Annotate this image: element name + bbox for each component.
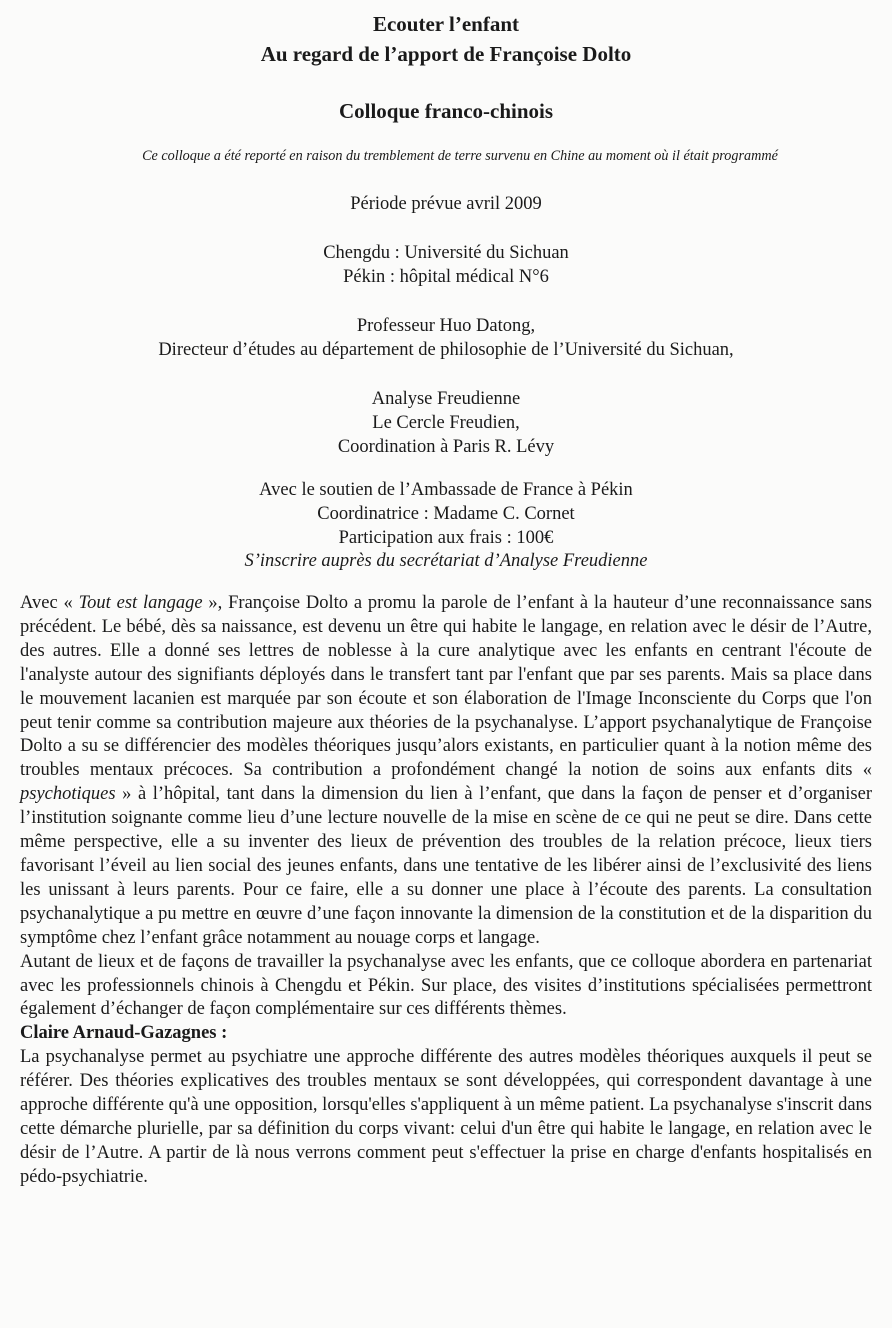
coordinator: Coordinatrice : Madame C. Cornet xyxy=(317,504,575,524)
venue-chengdu: Chengdu : Université du Sichuan xyxy=(323,243,569,263)
quote-psychotiques: psychotiques xyxy=(20,784,116,805)
paragraph-colloque: Autant de lieux et de façons de travailler la psychanalyse avec les enfants, que ce colloque abordera en partenariat avec les professionnels chinois à Chengdu et Pékin. Sur place, des visites d’institutions spécialisées permettront également d’échanger de façon complémentaire sur ces différents thèmes. xyxy=(20,951,872,1020)
period: Période prévue avril 2009 xyxy=(350,194,542,214)
text-run: » à l’hôpital, tant dans la dimension du lien à l’enfant, que dans la façon de penser et d’organiser l’institution soignante comme lieu d’une lecture nouvelle de la mise en scène de ce qui ne peut se dire. Dans cette même perspective, elle a su inventer des lieux de prévention des troubles de la relation précoce, lieux tiers favorisant l’éveil au lien social des jeunes enfants, dans une tentative de les libérer ainsi de l’exclusivité des liens les unissant à leurs parents. Pour ce faire, elle a su donner une place à l’écoute des parents. La consultation psychanalytique a pu mettre en œuvre d’une façon innovante la dimension de la constitution et de la disparition du symptôme chez l’enfant grâce notamment au nouage corps et langage. xyxy=(20,784,872,948)
paragraph-psychiatre: La psychanalyse permet au psychiatre une approche différente des autres modèles théoriques auxquels il peut se référer. Des théories explicatives des troubles mentaux se sont développées, qui correspondent davantage à une approche différente qu'à une opposition, lorsqu'elles s'appliquent à un même patient. La psychanalyse s'inscrit dans cette démarche plurielle, par sa définition du corps vivant: celui d'un être qui habite le langage, en relation avec le désir de l’Autre. A partir de là nous verrons comment peut s'effectuer la prise en charge d'enfants hospitalisés en pédo-psychiatrie. xyxy=(20,1047,872,1187)
speaker-line xyxy=(20,1022,872,1046)
title-line-2: Au regard de l’apport de Françoise Dolto xyxy=(260,42,632,66)
embassy-support: Avec le soutien de l’Ambassade de France à Pékin xyxy=(259,480,633,500)
professor-name: Professeur Huo Datong, xyxy=(356,316,536,336)
body-text xyxy=(20,592,872,1190)
text-run: Avec « xyxy=(20,593,79,613)
text-run: », Françoise Dolto a promu la parole de l’enfant à la hauteur d’une reconnaissance sans précédent. Le bébé, dès sa naissance, est devenu un être qui habite le langage, en relation avec le désir de l’Autre, des autres. Elle a donné ses lettres de noblesse à la cure analytique avec les enfants en centrant l'écoute de l'analyste autour des signifiants déployés dans le transfert tant par l'enfant que par ses parents. Mais sa place dans le mouvement lacanien est marquée par son écoute et son élaboration de l'Image Inconsciente du Corps que l'on peut tenir comme sa contribution majeure aux théories de la psychanalyse. L’apport psychanalytique de Françoise Dolto a su se différencier des modèles théoriques jusqu’alors existants, en particulier quant à la notion même des troubles mentaux précoces. Sa contribution a profondément changé la notion de soins aux enfants dits « xyxy=(20,593,872,781)
quote-tout-est-langage: Tout est langage xyxy=(78,593,203,613)
venue-pekin: Pékin : hôpital médical N°6 xyxy=(343,267,549,287)
speaker-name: Claire Arnaud-Gazagnes xyxy=(20,1023,217,1044)
professor-role: Directeur d’études au département de philosophie de l’Université du Sichuan, xyxy=(158,340,734,360)
subtitle: Colloque franco-chinois xyxy=(338,99,554,123)
organizer-1: Analyse Freudienne xyxy=(371,389,521,409)
paragraph-dolto xyxy=(20,592,872,951)
participation-fee: Participation aux frais : 100€ xyxy=(338,528,554,548)
title-line-1: Ecouter l’enfant xyxy=(372,12,519,36)
coordination-paris: Coordination à Paris R. Lévy xyxy=(337,437,555,457)
speaker-colon: : xyxy=(216,1023,228,1044)
registration-note: S’inscrire auprès du secrétariat d’Analyse Freudienne xyxy=(244,551,648,571)
organizer-2: Le Cercle Freudien, xyxy=(372,413,520,433)
postponement-note: Ce colloque a été reporté en raison du tremblement de terre survenu en Chine au moment où il était programmé xyxy=(142,148,778,164)
